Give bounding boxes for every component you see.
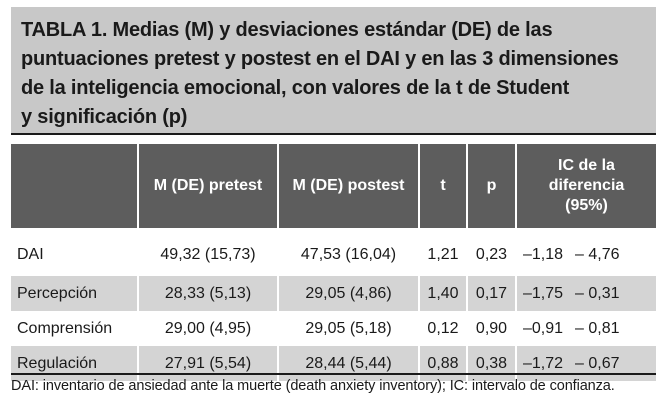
table-caption [11,7,656,135]
cell-ci [516,311,656,346]
table-bottom-rule [11,373,656,375]
header-ci-line: IC de la [558,157,615,174]
cell-pretest: 29,00 (4,95) [138,311,278,346]
header-ci-line: diferencia [548,177,625,194]
cell-postest: 29,05 (4,86) [278,276,419,311]
cell-ci [516,346,656,381]
cell-t: 0,88 [419,346,467,381]
caption-line: y significación (p) [21,106,188,128]
ci-low: –1,72 [523,354,564,372]
table-row [11,346,656,381]
cell-ci [516,228,656,276]
ci-high: – 0,81 [575,319,620,337]
cell-pretest: 49,32 (15,73) [138,228,278,276]
header-pretest: M (DE) pretest [138,144,278,228]
table-body [11,228,656,381]
row-label: DAI [11,228,138,276]
ci-high: – 4,76 [575,246,620,263]
row-label: Percepción [11,276,138,311]
cell-p: 0,23 [467,228,516,276]
cell-p: 0,17 [467,276,516,311]
header-ci [516,144,656,228]
ci-low: –1,18 [523,246,564,263]
cell-pretest: 27,91 (5,54) [138,346,278,381]
table-row [11,228,656,276]
header-row [11,144,656,228]
cell-postest: 29,05 (5,18) [278,311,419,346]
caption-line: puntuaciones pretest y postest en el DAI y en las 3 dimensiones [21,48,619,70]
cell-p: 0,90 [467,311,516,346]
header-ci-line: (95%) [565,197,608,214]
ci-high: – 0,67 [575,354,620,372]
ci-high: – 0,31 [575,284,620,302]
cell-t: 0,12 [419,311,467,346]
table-footnote: DAI: inventario de ansiedad ante la muerte (death anxiety inventory); IC: intervalo de confianza. [11,378,615,394]
cell-ci [516,276,656,311]
table-row [11,276,656,311]
cell-postest: 47,53 (16,04) [278,228,419,276]
cell-postest: 28,44 (5,44) [278,346,419,381]
cell-t: 1,21 [419,228,467,276]
row-label: Regulación [11,346,138,381]
ci-low: –1,75 [523,284,564,302]
header-postest: M (DE) postest [278,144,419,228]
row-label: Comprensión [11,311,138,346]
results-table [11,144,656,381]
caption-line: TABLA 1. Medias (M) y desviaciones estándar (DE) de las [21,19,553,41]
header-t: t [419,144,467,228]
cell-t: 1,40 [419,276,467,311]
results-table-container [11,144,656,381]
caption-line: de la inteligencia emocional, con valores de la t de Student [21,77,570,99]
ci-low: –0,91 [523,319,564,337]
header-p: p [467,144,516,228]
cell-pretest: 28,33 (5,13) [138,276,278,311]
table-row [11,311,656,346]
table-header [11,144,656,228]
header-label [11,144,138,228]
cell-p: 0,38 [467,346,516,381]
